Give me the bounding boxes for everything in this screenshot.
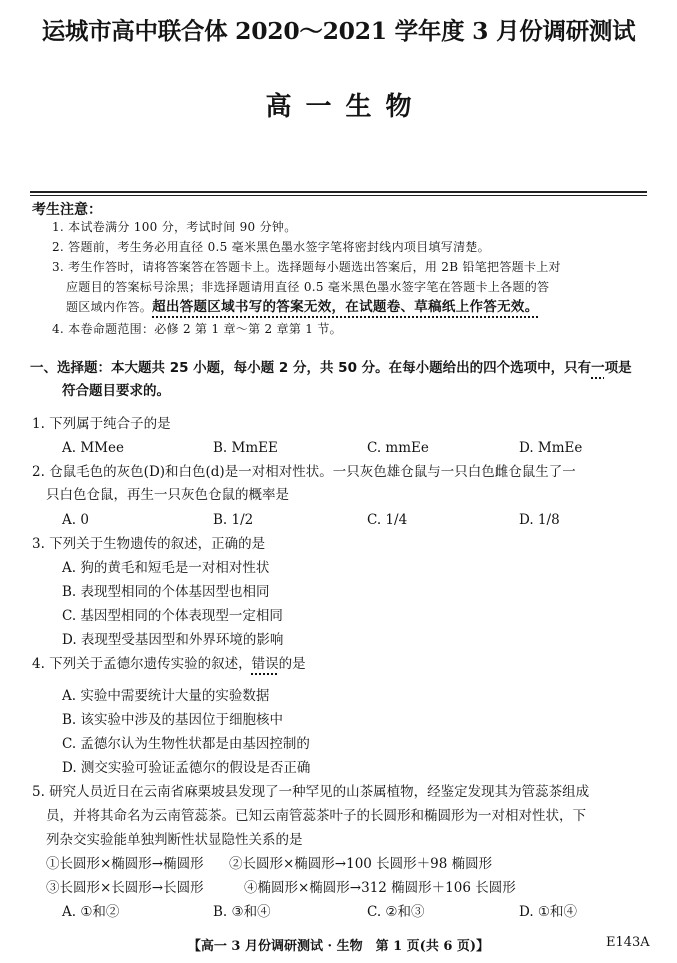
subject-title: 高一生物 <box>265 92 426 122</box>
question-4-stem <box>32 653 306 675</box>
question-1-option-c: C. mmEe <box>367 440 429 456</box>
notice-item-continued <box>66 298 539 316</box>
question-5-option-b: B. ③和④ <box>213 904 271 920</box>
question-4-option-b: B. 该实验中涉及的基因位于细胞核中 <box>62 712 284 728</box>
question-3-option-b: B. 表现型相同的个体基因型也相同 <box>62 584 270 600</box>
page-footer: 【高一 3 月份调研测试 · 生物 第 1 页(共 6 页)】 <box>187 939 490 954</box>
question-2-option-c: C. 1/4 <box>367 512 408 528</box>
notice-heading: 考生注意： <box>32 202 102 218</box>
question-2-stem: 2. 仓鼠毛色的灰色(D)和白色(d)是一对相对性状。一只灰色雄仓鼠与一只白色雌仓鼠生了一 <box>32 464 576 480</box>
paper-code: E143A <box>606 935 650 950</box>
question-4-stem-emphasis: 错误 <box>251 656 279 672</box>
question-4-option-c: C. 孟德尔认为生物性状都是由基因控制的 <box>62 736 310 752</box>
question-3-option-a: A. 狗的黄毛和短毛是一对相对性状 <box>62 560 270 576</box>
question-1-stem: 1. 下列属于纯合子的是 <box>32 416 171 432</box>
question-2-option-d: D. 1/8 <box>519 512 560 528</box>
question-5-stem-continued: 列杂交实验能单独判断性状显隐性关系的是 <box>46 832 303 848</box>
exam-header-title: 运城市高中联合体 2020～2021 学年度 3 月份调研测试 <box>41 17 636 45</box>
question-5-cross-2: ②长圆形×椭圆形→100 长圆形＋98 椭圆形 <box>229 856 493 872</box>
notice-item: 4. 本卷命题范围：必修 2 第 1 章～第 2 章第 1 节。 <box>52 322 342 336</box>
section-heading <box>30 358 632 378</box>
question-1-option-d: D. MmEe <box>519 440 583 456</box>
section-heading-text: 一、选择题：本大题共 25 小题，每小题 2 分，共 50 分。在每小题给出的四个选项中，只有 <box>30 360 592 376</box>
question-3-option-d: D. 表现型受基因型和外界环境的影响 <box>62 632 284 648</box>
notice-item: 3. 考生作答时，请将答案答在答题卡上。选择题每小题选出答案后，用 2B 铅笔把答题卡上对 <box>52 260 561 274</box>
section-heading-text: 项是 <box>604 360 632 376</box>
question-2-stem-continued: 只白色仓鼠，再生一只灰色仓鼠的概率是 <box>46 487 289 503</box>
question-3-stem: 3. 下列关于生物遗传的叙述，正确的是 <box>32 536 266 552</box>
section-heading-emphasis: 一 <box>591 360 605 376</box>
notice-item-continued: 应题目的答案标号涂黑；非选择题请用直径 0.5 毫米黑色墨水签字笔在答题卡上各题的答 <box>66 280 550 294</box>
question-2-option-b: B. 1/2 <box>213 512 254 528</box>
notice-item: 2. 答题前，考生务必用直径 0.5 毫米黑色墨水签字笔将密封线内项目填写清楚。 <box>52 240 490 254</box>
header-divider-thin <box>30 195 647 196</box>
question-3-option-c: C. 基因型相同的个体表现型一定相同 <box>62 608 283 624</box>
question-4-option-a: A. 实验中需要统计大量的实验数据 <box>62 688 270 704</box>
question-5-cross-4: ④椭圆形×椭圆形→312 椭圆形＋106 长圆形 <box>244 880 516 896</box>
notice-emphasis: 超出答题区域书写的答案无效，在试题卷、草稿纸上作答无效。 <box>152 299 539 315</box>
question-1-option-b: B. MmEE <box>213 440 278 456</box>
notice-item: 1. 本试卷满分 100 分，考试时间 90 分钟。 <box>52 220 297 234</box>
question-5-cross-3: ③长圆形×长圆形→长圆形 <box>46 880 204 896</box>
question-4-stem-text: 4. 下列关于孟德尔遗传实验的叙述， <box>32 656 252 672</box>
question-4-stem-text: 的是 <box>278 656 306 672</box>
notice-item-text: 题区域内作答。 <box>66 300 153 314</box>
question-5-stem: 5. 研究人员近日在云南省麻栗坡县发现了一种罕见的山茶属植物，经鉴定发现其为管蕊茶组成 <box>32 784 590 800</box>
question-5-stem-continued: 员，并将其命名为云南管蕊茶。已知云南管蕊茶叶子的长圆形和椭圆形为一对相对性状，下 <box>46 808 586 824</box>
question-5-cross-1: ①长圆形×椭圆形→椭圆形 <box>46 856 204 872</box>
question-5-option-d: D. ①和④ <box>519 904 578 920</box>
question-5-option-c: C. ②和③ <box>367 904 425 920</box>
question-1-option-a: A. MMee <box>62 440 124 456</box>
question-4-option-d: D. 测交实验可验证孟德尔的假设是否正确 <box>62 760 311 776</box>
section-heading-continued: 符合题目要求的。 <box>62 383 170 399</box>
question-2-option-a: A. 0 <box>62 512 89 528</box>
question-5-option-a: A. ①和② <box>62 904 120 920</box>
header-divider-thick <box>30 191 647 193</box>
